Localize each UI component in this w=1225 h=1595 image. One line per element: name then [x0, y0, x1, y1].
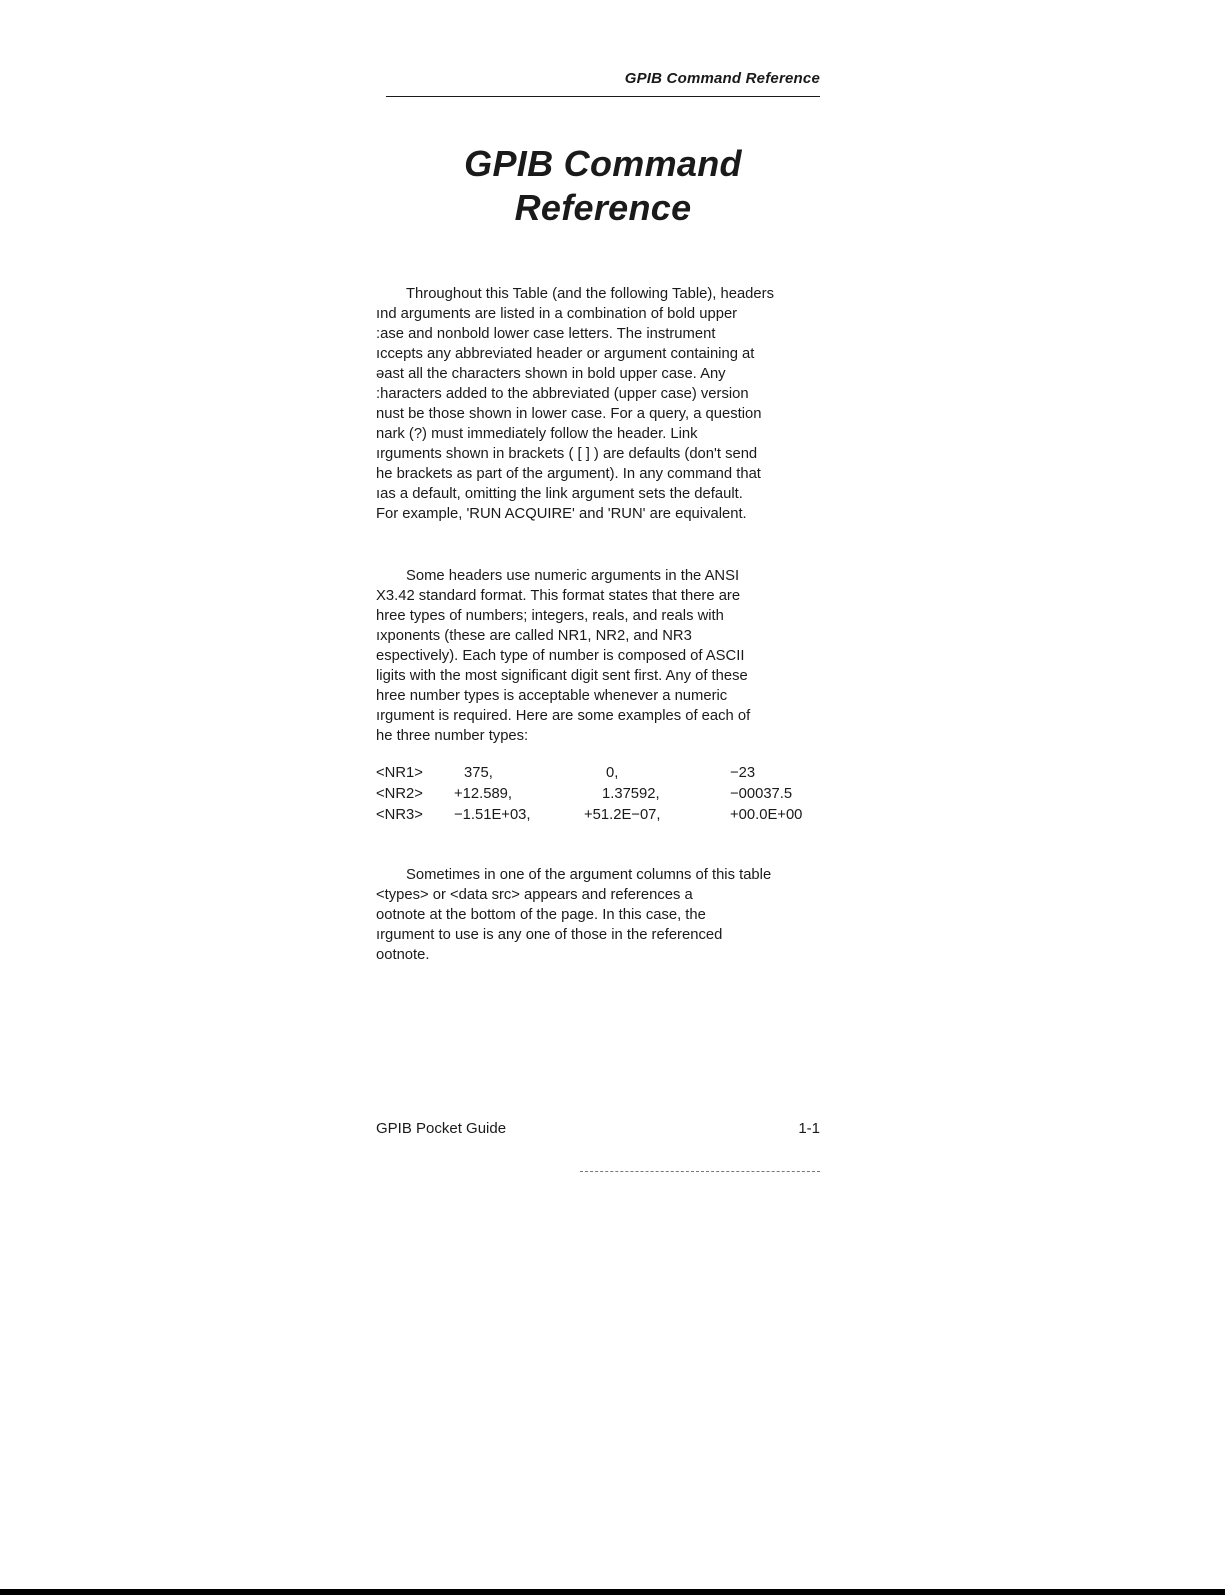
text-line: :haracters added to the abbreviated (upper case) version	[376, 386, 749, 402]
text-line: Some headers use numeric arguments in the ANSI	[406, 568, 740, 584]
footer-rule	[580, 1171, 820, 1172]
text-line: espectively). Each type of number is composed of ASCII	[376, 648, 745, 664]
running-header: GPIB Command Reference	[624, 70, 820, 87]
page-title-line-1: GPIB Command	[464, 143, 742, 184]
text-line: X3.42 standard format. This format states that there are	[376, 588, 741, 604]
text-line: ıccepts any abbreviated header or argument containing at	[376, 346, 755, 362]
number-example: +51.2E−07,	[584, 807, 661, 823]
text-line: ıxponents (these are called NR1, NR2, and NR3	[376, 628, 692, 644]
number-example: −1.51E+03,	[454, 807, 531, 823]
number-type-label: <NR3>	[376, 807, 423, 823]
text-line: nark (?) must immediately follow the header. Link	[376, 426, 698, 442]
text-line: ırgument to use is any one of those in the referenced	[376, 927, 723, 943]
scan-bottom-edge	[0, 1589, 1225, 1595]
text-line: ırgument is required. Here are some examples of each of	[376, 708, 751, 724]
text-line: <types> or <data src> appears and references a	[376, 887, 693, 903]
text-line: Throughout this Table (and the following Table), headers	[406, 286, 774, 302]
page-title-line-2: Reference	[514, 187, 692, 228]
text-line: ootnote at the bottom of the page. In this case, the	[376, 907, 706, 923]
text-line: hree types of numbers; integers, reals, and reals with	[376, 608, 724, 624]
text-line: ootnote.	[376, 947, 430, 963]
text-line: Sometimes in one of the argument columns of this table	[406, 867, 772, 883]
table-row	[376, 784, 840, 805]
text-line: nust be those shown in lower case. For a query, a question	[376, 406, 762, 422]
page-title	[386, 142, 820, 230]
footer-page-number: 1-1	[798, 1120, 820, 1137]
table-row	[376, 805, 840, 826]
number-example: −00037.5	[730, 786, 793, 802]
number-example: +00.0E+00	[730, 807, 803, 823]
text-line: he three number types:	[376, 728, 529, 744]
text-line: ligits with the most significant digit sent first. Any of these	[376, 668, 748, 684]
number-example: 375,	[464, 765, 493, 781]
number-example: −23	[730, 765, 756, 781]
number-type-label: <NR2>	[376, 786, 423, 802]
paragraph-footnote-references	[376, 865, 836, 965]
text-line: ırguments shown in brackets ( [ ] ) are defaults (don't send	[376, 446, 758, 462]
number-example: 0,	[606, 765, 619, 781]
number-type-label: <NR1>	[376, 765, 423, 781]
text-line: hree number types is acceptable whenever a numeric	[376, 688, 728, 704]
paragraph-syntax-conventions	[376, 284, 836, 524]
paragraph-numeric-formats	[376, 566, 836, 746]
header-rule	[386, 96, 820, 97]
number-example: +12.589,	[454, 786, 513, 802]
text-line: ınd arguments are listed in a combination of bold upper	[376, 306, 738, 322]
number-example: 1.37592,	[602, 786, 660, 802]
table-row	[376, 763, 840, 784]
number-types-table	[376, 763, 840, 826]
text-line: əast all the characters shown in bold upper case. Any	[376, 366, 726, 382]
text-line: :ase and nonbold lower case letters. The instrument	[376, 326, 716, 342]
text-line: he brackets as part of the argument). In any command that	[376, 466, 761, 482]
text-line: ıas a default, omitting the link argument sets the default.	[376, 486, 743, 502]
footer-guide-title: GPIB Pocket Guide	[376, 1120, 507, 1137]
text-line: For example, 'RUN ACQUIRE' and 'RUN' are equivalent.	[376, 506, 747, 522]
